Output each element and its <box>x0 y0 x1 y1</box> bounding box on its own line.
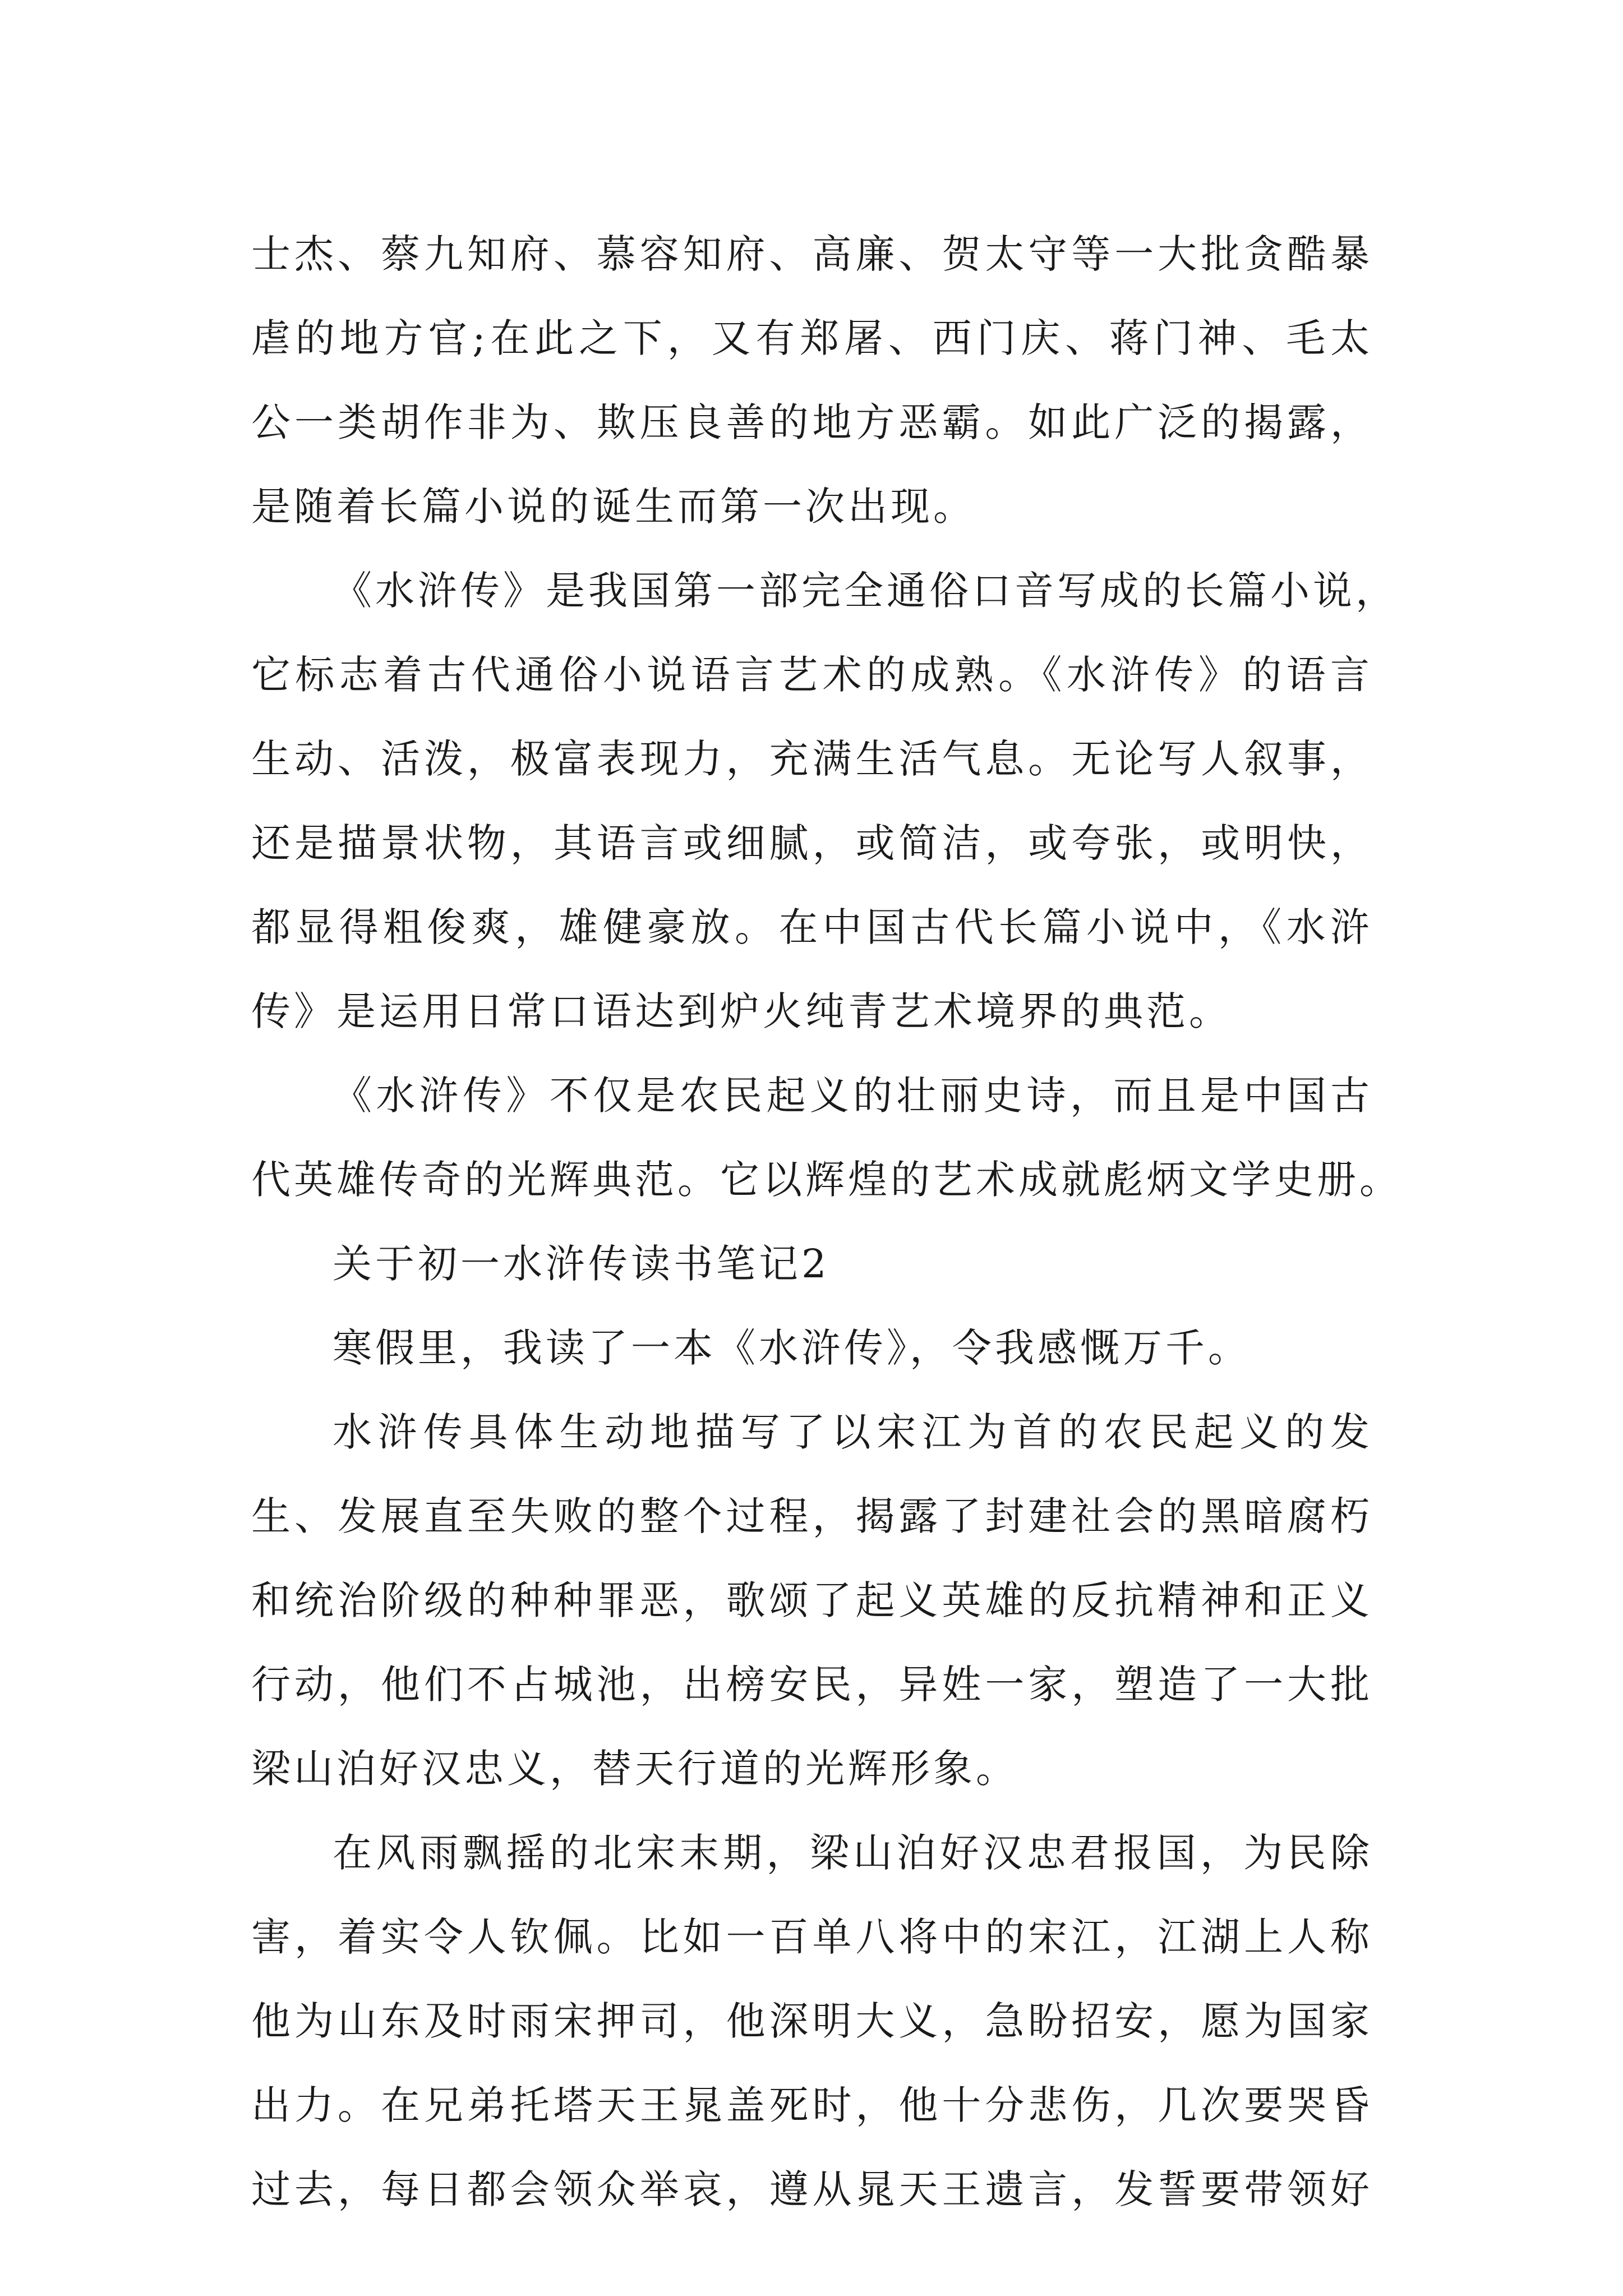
text-line: 生动、活泼，极富表现力，充满生活气息。无论写人叙事， <box>251 736 1373 782</box>
text-line: 代英雄传奇的光辉典范。它以辉煌的艺术成就彪炳文学史册。 <box>251 1157 1402 1203</box>
text-line: 虐的地方官;在此之下，又有郑屠、西门庆、蒋门神、毛太 <box>251 315 1373 361</box>
text-line: 过去，每日都会领众举哀，遵从晁天王遗言，发誓要带领好 <box>251 2166 1373 2212</box>
text-line: 传》是运用日常口语达到炉火纯青艺术境界的典范。 <box>251 988 1232 1034</box>
paragraph-first-line: 寒假里，我读了一本《水浒传》，令我感慨万千。 <box>333 1325 1251 1371</box>
text-line: 都显得粗俊爽，雄健豪放。在中国古代长篇小说中，《水浒 <box>251 904 1373 950</box>
text-line: 和统治阶级的种种罪恶，歌颂了起义英雄的反抗精神和正义 <box>251 1577 1373 1623</box>
text-line: 公一类胡作非为、欺压良善的地方恶霸。如此广泛的揭露， <box>251 399 1373 445</box>
document-body <box>251 212 1402 2231</box>
section-heading: 关于初一水浒传读书笔记2 <box>333 1241 830 1287</box>
text-line: 生、发展直至失败的整个过程，揭露了封建社会的黑暗腐朽 <box>251 1493 1373 1539</box>
paragraph-first-line: 《水浒传》是我国第一部完全通俗口音写成的长篇小说， <box>333 568 1398 614</box>
text-line: 行动，他们不占城池，出榜安民，异姓一家，塑造了一大批 <box>251 1662 1373 1708</box>
text-line: 它标志着古代通俗小说语言艺术的成熟。《水浒传》的语言 <box>251 652 1373 698</box>
paragraph-first-line: 水浒传具体生动地描写了以宋江为首的农民起义的发 <box>333 1409 1373 1455</box>
text-line: 梁山泊好汉忠义，替天行道的光辉形象。 <box>251 1746 1018 1792</box>
paragraph-first-line: 在风雨飘摇的北宋末期，梁山泊好汉忠君报国，为民除 <box>333 1830 1373 1876</box>
paragraph-first-line: 《水浒传》不仅是农民起义的壮丽史诗，而且是中国古 <box>333 1073 1373 1119</box>
text-line: 是随着长篇小说的诞生而第一次出现。 <box>251 484 976 530</box>
text-line: 害，着实令人钦佩。比如一百单八将中的宋江，江湖上人称 <box>251 1914 1373 1960</box>
text-line: 出力。在兄弟托塔天王晁盖死时，他十分悲伤，几次要哭昏 <box>251 2082 1373 2128</box>
text-line: 他为山东及时雨宋押司，他深明大义，急盼招安，愿为国家 <box>251 1998 1373 2044</box>
text-line: 还是描景状物，其语言或细腻，或简洁，或夸张，或明快， <box>251 820 1373 866</box>
text-line: 士杰、蔡九知府、慕容知府、高廉、贺太守等一大批贪酷暴 <box>251 231 1373 277</box>
